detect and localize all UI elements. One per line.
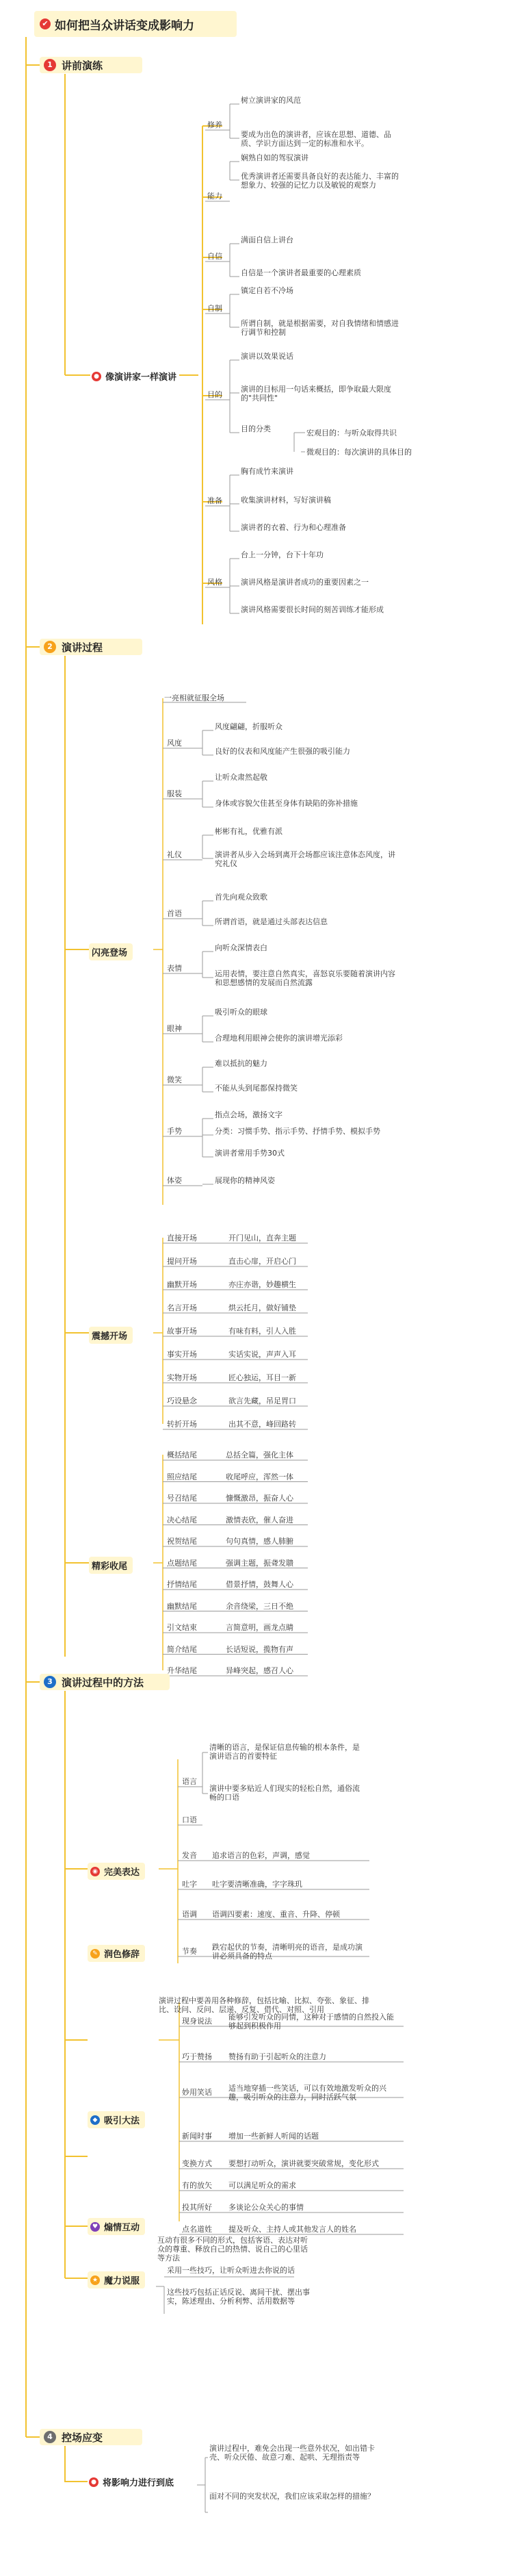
s3-yuyan[interactable]: 语言	[182, 1777, 197, 1786]
s2-jingcai-desc: 异峰突起，感召人心	[226, 1666, 293, 1675]
s3-moli-label: 魔力说服	[104, 2276, 140, 2286]
s3-xiyin-desc: 适当地穿插一些笑话，可以有效地激发听众的兴趣，吸引听众的注意力，同时活跃气氛	[228, 2084, 386, 2102]
s2-cat-shoushi[interactable]: 手势	[167, 1127, 182, 1136]
root-title-text: 如何把当众讲话变成影响力	[55, 18, 194, 33]
s2-yanshen-item: 吸引听众的眼球	[215, 1008, 267, 1017]
s2-cat-weixiao[interactable]: 微笑	[167, 1075, 182, 1084]
section-2-title: 演讲过程	[62, 641, 103, 654]
s1-zhunbei-item: 收集演讲材料，写好演讲稿	[241, 496, 331, 505]
s2-shanliang-label: 闪亮登场	[92, 948, 128, 958]
s2-fengdu-item: 风度翩翩，折服听众	[215, 722, 282, 731]
s2-weixiao-item: 难以抵抗的魅力	[215, 1059, 267, 1068]
person-icon: ●	[92, 372, 101, 381]
s3-xiyin-desc: 赞扬有助于引起听众的注意力	[228, 2052, 326, 2061]
s1-subtopic[interactable]	[92, 370, 176, 383]
s2-zhenhan-type[interactable]: 实物开场	[167, 1373, 197, 1382]
s2-zhenhan-type[interactable]: 巧设悬念	[167, 1397, 197, 1405]
s2-jingcai-desc: 长话短说，揽物有声	[226, 1644, 293, 1654]
s2-cat-fengdu[interactable]: 风度	[167, 739, 182, 748]
s2-zhenhan-desc: 匠心独运，耳目一新	[228, 1373, 296, 1382]
s2-cat-biaoqing[interactable]: 表情	[167, 964, 182, 973]
s2-shanliang[interactable]	[89, 943, 133, 960]
person-icon: ●	[89, 2477, 98, 2487]
s2-fuzhuang-item: 让听众肃然起敬	[215, 773, 267, 782]
s2-zhenhan-type[interactable]: 转折开场	[167, 1420, 197, 1429]
s2-zhenhan-desc: 亦庄亦谐，妙趣横生	[228, 1280, 296, 1289]
root-title	[34, 11, 237, 37]
s2-cat-yanshen[interactable]: 眼神	[167, 1024, 182, 1033]
s3-xiyin-type[interactable]: 现身说法	[182, 2017, 212, 2026]
section-4[interactable]	[40, 2429, 142, 2445]
number-4-icon: 4	[44, 2431, 56, 2443]
s2-jingcai-type[interactable]: 抒情结尾	[167, 1580, 197, 1589]
s3-jiezou[interactable]: 节奏	[182, 1947, 197, 1956]
s3-jiezou-desc: 跌宕起伏的节奏，清晰明亮的语音，是成功演讲必须具备的特点	[212, 1943, 363, 1961]
s3-xiyin-type[interactable]: 投其所好	[182, 2203, 212, 2212]
s1-cat-zixin[interactable]: 自信	[207, 252, 222, 261]
s3-wanmei-label: 完美表达	[104, 1867, 140, 1878]
s2-jingcai-desc: 总括全篇，强化主体	[226, 1451, 293, 1459]
s2-zhenhan-desc: 烘云托月，做好铺垫	[228, 1303, 296, 1312]
s2-zhenhan-label: 震撼开场	[92, 1331, 128, 1342]
s4-subtopic[interactable]	[89, 2475, 174, 2488]
s4-item: 演讲过程中，难免会出现一些意外状况，如出错卡壳、听众厌倦、故意刁难、起哄、无理指责等	[209, 2444, 375, 2462]
section-3[interactable]	[40, 1674, 170, 1690]
star-icon: ★	[90, 2275, 100, 2285]
s3-xiyin-type[interactable]: 新闻时事	[182, 2132, 212, 2141]
s1-mude-item: 目的分类	[241, 424, 271, 433]
s1-mude-item: 演讲以效果说话	[241, 352, 293, 361]
s2-jingcai-desc: 收尾呼应，浑然一体	[226, 1472, 293, 1481]
s2-fengdu-item: 良好的仪表和风度能产生很强的吸引能力	[215, 747, 350, 756]
s3-wanmei[interactable]	[88, 1863, 145, 1880]
s2-cat-shouyin[interactable]: 首语	[167, 909, 182, 918]
s3-yudiao[interactable]: 语调	[182, 1910, 197, 1919]
s1-zizhi-item: 镇定自若不冷场	[241, 286, 293, 295]
s3-xiyin[interactable]	[88, 2111, 145, 2128]
s3-fayin[interactable]: 发音	[182, 1851, 197, 1860]
s3-qingxu-label: 煽情互动	[104, 2223, 140, 2233]
s2-zhenhan-desc: 开门见山，直奔主题	[228, 1234, 296, 1242]
s2-jingcai-type[interactable]: 概括结尾	[167, 1451, 197, 1459]
s2-zhenhan-desc: 欲言先藏，吊足胃口	[228, 1397, 296, 1405]
s1-zhunbei-item: 胸有成竹来演讲	[241, 467, 293, 476]
s2-jingcai-type[interactable]: 引文结束	[167, 1623, 197, 1632]
s1-zhunbei-item: 演讲者的衣着、行为和心理准备	[241, 523, 346, 532]
s1-mude-type: 宏观目的：与听众取得共识	[306, 429, 397, 437]
s2-weixiao-item: 不能从头到尾都保持微笑	[215, 1084, 298, 1093]
s2-jingcai-type[interactable]: 点题结尾	[167, 1558, 197, 1568]
s2-jingcai-desc: 句句真情，感人肺腑	[226, 1537, 293, 1546]
s1-zixin-item: 满面自信上讲台	[241, 235, 293, 244]
s1-subtopic-label: 像演讲家一样演讲	[105, 372, 177, 383]
section-1[interactable]	[40, 57, 142, 73]
s2-zhenhan-desc: 有味有料，引人入胜	[228, 1327, 296, 1336]
s2-titai-item: 展现你的精神风姿	[215, 1176, 275, 1185]
s2-top: 一亮相就征服全场	[164, 693, 224, 702]
s2-zhenhan-type[interactable]: 幽默开场	[167, 1280, 197, 1289]
s2-zhenhan[interactable]	[89, 1327, 133, 1344]
section-1-title: 讲前演练	[62, 59, 103, 72]
s2-yanshen-item: 合理地利用眼神会使你的演讲增光添彩	[215, 1034, 343, 1043]
s2-shoushi-item: 分类：习惯手势、指示手势、抒情手势、模拟手势	[215, 1127, 380, 1136]
s2-liyi-item: 彬彬有礼，优雅有派	[215, 827, 282, 836]
s3-moli[interactable]	[88, 2271, 145, 2288]
s1-cat-mude[interactable]: 目的	[207, 390, 222, 399]
s3-moli-item: 采用一些技巧，让听众听进去你说的话	[167, 2266, 295, 2275]
s3-runse-label: 润色修辞	[104, 1950, 140, 1960]
magnet-icon: ◆	[90, 2115, 100, 2125]
s2-cat-fuzhuang[interactable]: 服装	[167, 789, 182, 798]
s2-shouyin-item: 首先向观众致歌	[215, 893, 267, 902]
s1-zixin-item: 自信是一个演讲者最重要的心理素质	[241, 268, 361, 277]
s1-mude-item: 演讲的目标用一句话来概括，即争取最大限度的"共同性"	[241, 385, 391, 403]
s2-cat-titai[interactable]: 体姿	[167, 1176, 182, 1185]
s1-cat-xiuyang[interactable]: 修养	[207, 120, 222, 129]
s3-xiyin-type[interactable]: 妙用笑话	[182, 2088, 212, 2097]
s2-jingcai-label: 精彩收尾	[92, 1561, 128, 1572]
number-1-icon: 1	[44, 59, 56, 71]
s2-jingcai-type[interactable]: 幽默结尾	[167, 1601, 197, 1611]
s1-cat-zhunbei[interactable]: 准备	[207, 496, 222, 505]
s2-jingcai[interactable]	[89, 1557, 133, 1574]
s2-jingcai-desc: 慷慨激昂，振奋人心	[226, 1494, 293, 1503]
s2-zhenhan-type[interactable]: 事实开场	[167, 1350, 197, 1359]
s3-xiyin-desc: 增加一些新鲜人听闻的话题	[228, 2132, 319, 2141]
section-2[interactable]	[40, 639, 142, 655]
s4-subtopic-label: 将影响力进行到底	[103, 2478, 174, 2488]
s2-jingcai-type[interactable]: 祝贺结尾	[167, 1537, 197, 1546]
s3-xiyin-label: 吸引大法	[104, 2116, 140, 2126]
s2-biaoqing-item: 向听众深情表白	[215, 943, 267, 952]
s3-runse-text: 演讲过程中要善用各种修辞，包括比喻、比拟、夸张、象征、排比、设问、反问、层递、反复、借代、对照、引用	[159, 1996, 369, 2014]
s2-fuzhuang-item: 身体或容貌欠佳甚至身体有缺陷的弥补措施	[215, 799, 358, 808]
s2-jingcai-desc: 言简意明，画龙点睛	[226, 1623, 293, 1632]
s2-cat-liyi[interactable]: 礼仪	[167, 850, 182, 859]
s1-xiuyang-item: 要成为出色的演讲者，应该在思想、道德、品质、学识方面达到一定的标准和水平。	[241, 130, 391, 148]
s3-qingxu-text: 互动有很多不同的形式，包括客语、表达对听众的尊重、释放自己的热情、说自己的心里话等方法	[157, 2236, 308, 2262]
s2-liyi-item: 演讲者从步入会场到离开会场都应该注意体态风度，讲究礼仪	[215, 850, 395, 868]
s2-zhenhan-type[interactable]: 直接开场	[167, 1234, 197, 1242]
s2-jingcai-desc: 余音绕梁，三日不绝	[226, 1601, 293, 1611]
s2-jingcai-desc: 强调主题，振聋发聩	[226, 1558, 293, 1568]
s3-xiyin-type[interactable]: 点名道姓	[182, 2225, 212, 2234]
s2-zhenhan-desc: 直击心扉，开启心门	[228, 1257, 296, 1266]
mindmap-icon: ✔	[40, 18, 51, 29]
s3-yuyan-item: 清晰的语言，是保证信息传输的根本条件，是演讲语言的首要特征	[209, 1743, 360, 1761]
s1-fengge-item: 演讲风格是演讲者成功的重要因素之一	[241, 578, 369, 587]
s1-cat-fengge[interactable]: 风格	[207, 578, 222, 587]
number-3-icon: 3	[44, 1676, 56, 1688]
s3-xiyin-desc: 提及听众、主持人或其他发言人的姓名	[228, 2225, 356, 2234]
s2-shouyin-item: 所谓首语，就是通过头部表达信息	[215, 917, 328, 926]
s2-jingcai-desc: 激情表欣，催人奋进	[226, 1515, 293, 1525]
s1-fengge-item: 台上一分钟，台下十年功	[241, 550, 324, 559]
s3-xiyin-desc: 能够引发听众的同情，这种对于感情的自然投入能够起到积极作用	[228, 2013, 394, 2030]
s3-runse[interactable]	[88, 1945, 145, 1962]
s1-mude-type: 微观目的：每次演讲的具体目的	[306, 448, 412, 457]
section-3-title: 演讲过程中的方法	[62, 1676, 144, 1689]
s3-xiyin-type[interactable]: 变换方式	[182, 2159, 212, 2168]
s3-xiyin-desc: 要想打动听众，演讲就要突破常规，变化形式	[228, 2159, 379, 2168]
s2-jingcai-type[interactable]: 决心结尾	[167, 1515, 197, 1525]
s3-xiyin-type[interactable]: 有的放矢	[182, 2181, 212, 2190]
s4-item: 面对不同的突发状况，我们应该采取怎样的措施？	[209, 2492, 375, 2501]
s2-jingcai-desc: 借景抒情，鼓舞人心	[226, 1580, 293, 1589]
s3-yuyan-item: 演讲中要多贴近人们现实的轻松自然，通俗流畅的口语	[209, 1784, 360, 1802]
number-2-icon: 2	[44, 641, 56, 653]
s1-fengge-item: 演讲风格需要很长时间的刻苦训练才能形成	[241, 605, 384, 614]
s3-tuzi[interactable]: 吐字	[182, 1880, 197, 1889]
heart-icon: ♥	[90, 2222, 100, 2232]
pen-icon: ✎	[90, 1949, 100, 1959]
s3-xiyin-type[interactable]: 巧于赞扬	[182, 2052, 212, 2061]
s2-jingcai-type[interactable]: 简介结尾	[167, 1644, 197, 1654]
s3-moli-item: 这些技巧包括正话反说、离间干扰、摆出事实，陈述理由、分析利弊、活用数据等	[167, 2288, 310, 2306]
s3-fayin-desc: 追求语言的色彩，声调，感觉	[212, 1851, 310, 1860]
s3-qingxu[interactable]	[88, 2218, 145, 2235]
section-4-title: 控场应变	[62, 2431, 103, 2444]
s2-zhenhan-desc: 实话实说，声声入耳	[228, 1350, 296, 1359]
s2-jingcai-type[interactable]: 号召结尾	[167, 1494, 197, 1503]
s2-jingcai-type[interactable]: 照应结尾	[167, 1472, 197, 1481]
s2-shoushi-item: 演讲者常用手势30式	[215, 1149, 285, 1158]
s1-xiuyang-item: 树立演讲家的风范	[241, 96, 301, 105]
s2-zhenhan-desc: 出其不意，峰回路转	[228, 1420, 296, 1429]
s2-zhenhan-type[interactable]: 故事开场	[167, 1327, 197, 1336]
s3-tuzi-desc: 吐字要清晰准确，字字珠玑	[212, 1880, 302, 1889]
mouth-icon: ◉	[90, 1867, 100, 1876]
s3-xiyin-desc: 多谈论公众关心的事情	[228, 2203, 304, 2212]
s2-jingcai-type[interactable]: 升华结尾	[167, 1666, 197, 1675]
s2-zhenhan-type[interactable]: 名言开场	[167, 1303, 197, 1312]
s1-cat-nengli[interactable]: 能力	[207, 192, 222, 201]
s3-kouyu[interactable]: 口语	[182, 1815, 197, 1824]
s2-zhenhan-type[interactable]: 提问开场	[167, 1257, 197, 1266]
s2-biaoqing-item: 运用表情，要注意自然真实，喜怒哀乐要随着演讲内容和思想感情的发展而自然流露	[215, 969, 395, 987]
s3-yudiao-desc: 语调四要素：速度、重音、升降、停顿	[212, 1910, 340, 1919]
s1-zizhi-item: 所谓自制，就是根据需要，对自我情绪和情感进行调节和控制	[241, 319, 399, 337]
s2-shoushi-item: 指点会场，激扬文字	[215, 1110, 282, 1119]
s1-cat-zizhi[interactable]: 自制	[207, 304, 222, 313]
s1-nengli-item: 娴熟自如的驾驭演讲	[241, 153, 308, 162]
s1-nengli-item: 优秀演讲者还需要具备良好的表达能力、丰富的想象力、较强的记忆力以及敏锐的观察力	[241, 172, 399, 190]
s3-xiyin-desc: 可以满足听众的需求	[228, 2181, 296, 2190]
